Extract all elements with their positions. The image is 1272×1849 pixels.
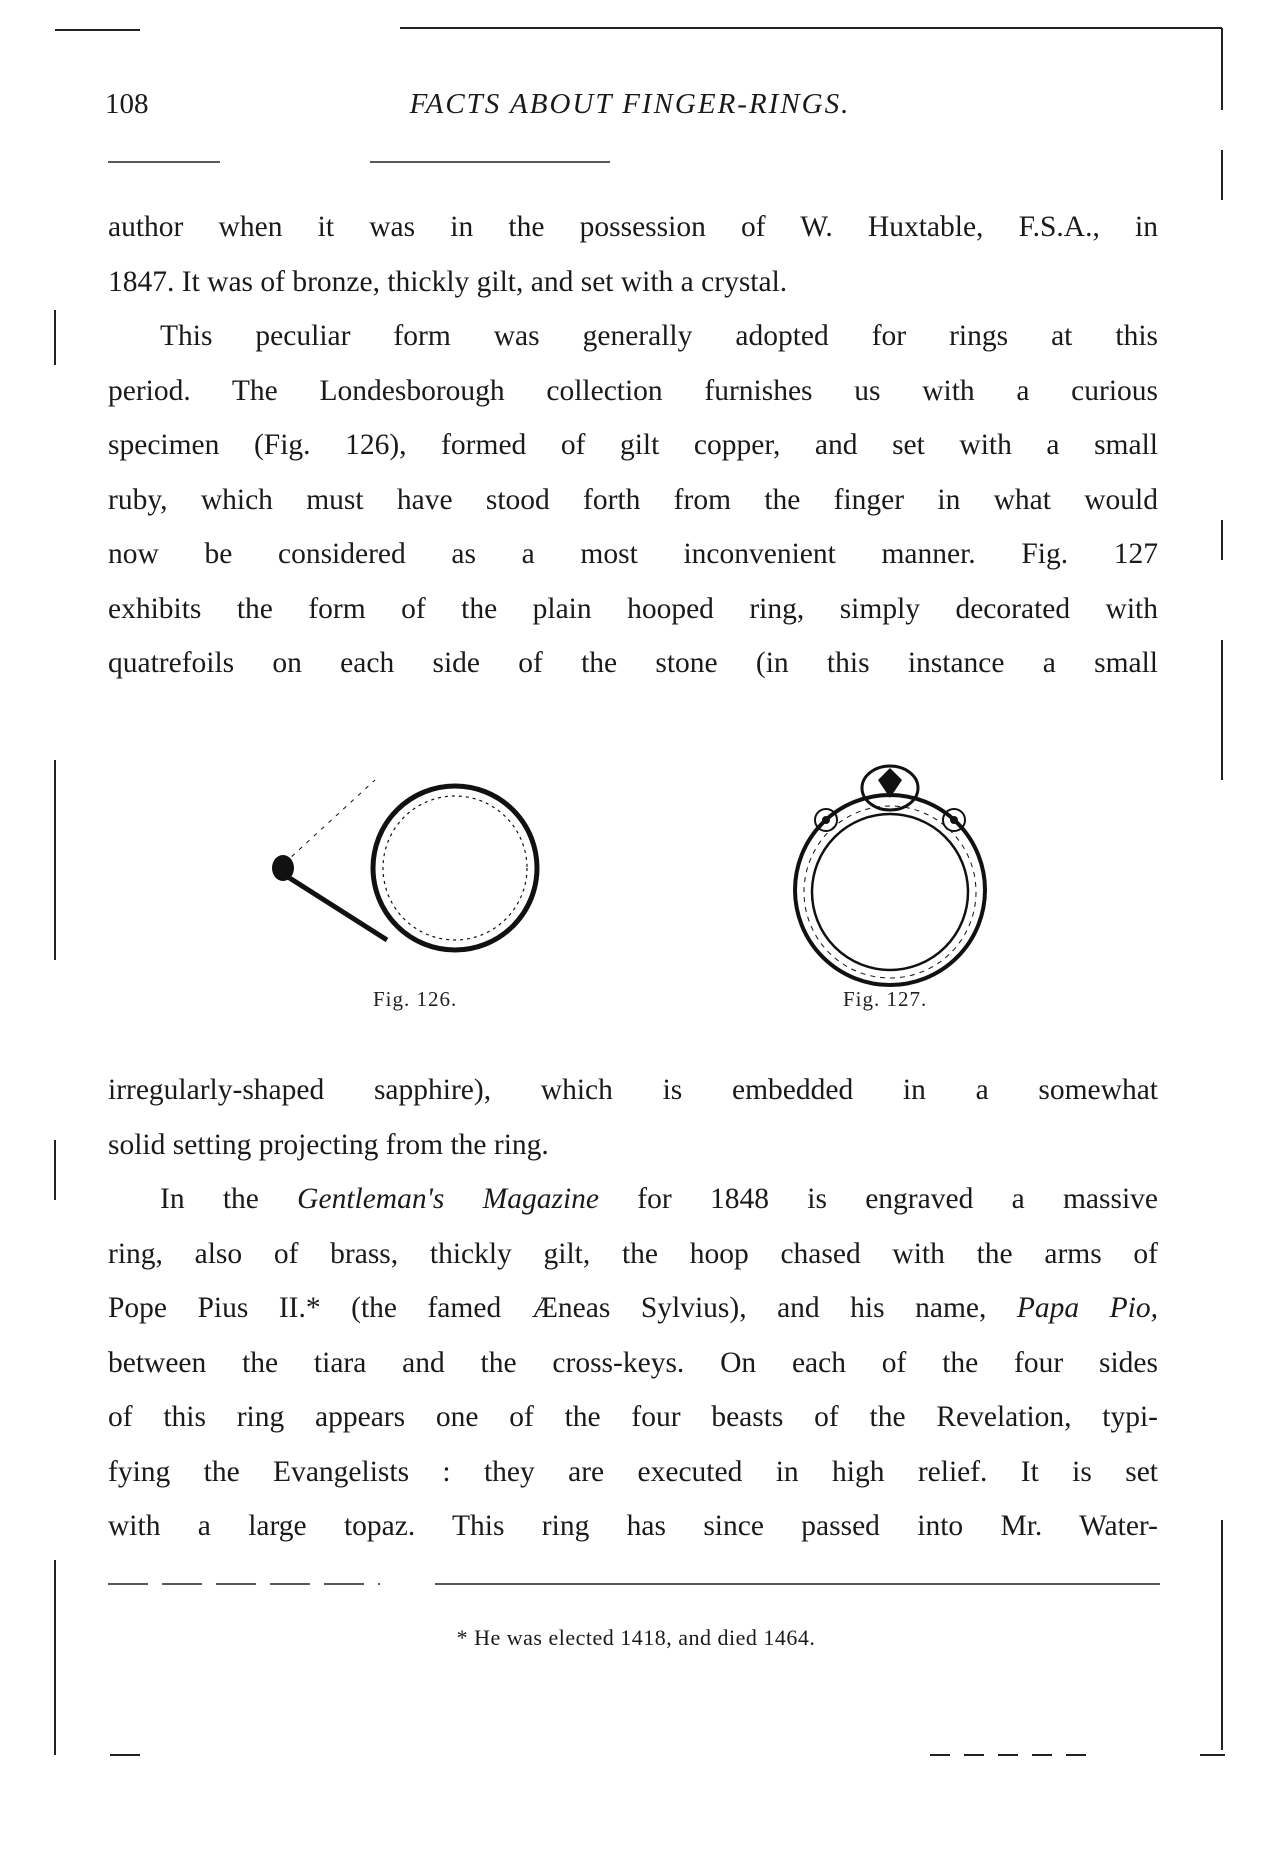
body-text-bottom xyxy=(108,1063,1158,1554)
page-header xyxy=(105,88,1155,138)
text-line: ruby, which must have stood forth from the finger in what would xyxy=(108,483,1158,516)
latin-name: Papa Pio, xyxy=(1016,1292,1158,1324)
text-line: with a large topaz. This ring has since passed into Mr. Water- xyxy=(108,1510,1158,1542)
text-line: now be considered as a most inconvenient manner. Fig. 127 xyxy=(108,538,1158,570)
text-line: 1847. It was of bronze, thickly gilt, and set with a crystal. xyxy=(108,265,788,298)
text-line: This peculiar form was generally adopted for rings at this xyxy=(160,320,1158,352)
running-title: FACTS ABOUT FINGER-RINGS. xyxy=(409,88,851,120)
body-text-top xyxy=(108,200,1158,691)
text-line: specimen (Fig. 126), formed of gilt copper, and set with a small xyxy=(108,429,1158,461)
page-number: 108 xyxy=(105,88,149,120)
ring-illustration-fig-126 xyxy=(255,750,595,1020)
text-line: quatrefoils on each side of the stone (in this instance a small xyxy=(108,647,1158,679)
ring-illustration-fig-127 xyxy=(770,740,1010,1025)
text-line-with-italic: In the Gentleman's Magazine for 1848 is engraved a massive xyxy=(160,1183,1158,1215)
magazine-title: Gentleman's Magazine xyxy=(297,1183,600,1215)
footnote: * He was elected 1418, and died 1464. xyxy=(456,1625,816,1650)
text-line: period. The Londesborough collection furnishes us with a curious xyxy=(108,374,1158,407)
text-line: solid setting projecting from the ring. xyxy=(108,1128,549,1161)
figure-caption-126: Fig. 126. xyxy=(373,987,458,1011)
text-line: fying the Evangelists : they are executed in high relief. It is set xyxy=(108,1455,1158,1488)
text-line: ring, also of brass, thickly gilt, the hoop chased with the arms of xyxy=(108,1237,1158,1270)
text-line: between the tiara and the cross-keys. On each of the four sides xyxy=(108,1346,1158,1379)
text-line: irregularly-shaped sapphire), which is embedded in a somewhat xyxy=(108,1074,1158,1106)
text-line: author when it was in the possession of W. Huxtable, F.S.A., in xyxy=(108,211,1158,243)
figure-caption-127: Fig. 127. xyxy=(843,987,928,1011)
text-line: of this ring appears one of the four beasts of the Revelation, typi- xyxy=(108,1401,1158,1433)
text-line-with-italic: Pope Pius II.* (the famed Æneas Sylvius), and his name, Papa Pio, xyxy=(108,1292,1158,1324)
text-line: exhibits the form of the plain hooped ring, simply decorated with xyxy=(108,592,1158,625)
